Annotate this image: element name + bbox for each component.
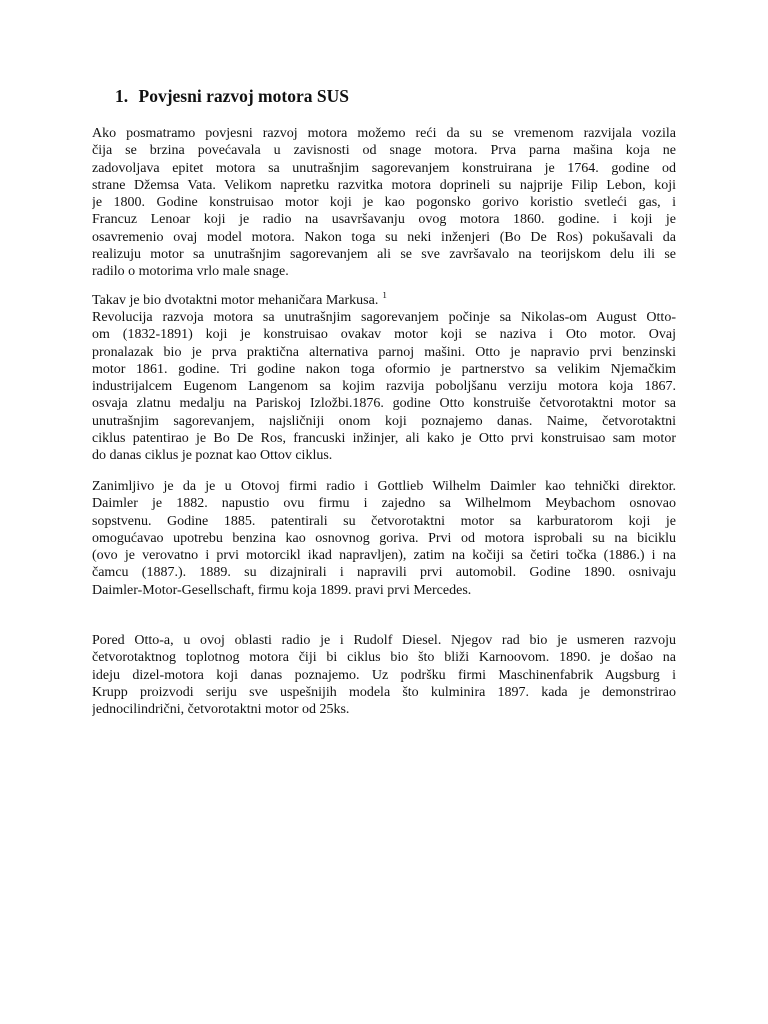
text-line: jednocilindrični, četvorotaktni motor od 25ks. — [92, 702, 350, 718]
text-line: čamcu (1887.). 1889. su dizajnirali i napravili prvi automobil. Godine 1890. osnivaju — [92, 565, 676, 581]
text-line: motor 1861. godine. Tri godine nakon toga oformio je partnerstvo sa velikim Njemačkim — [92, 361, 676, 377]
paragraph-markus-lead — [92, 292, 676, 309]
text-line: om (1832-1891) koji je konstruisao ovakav motor koji se naziva i Oto motor. Ovaj — [92, 327, 676, 343]
text-line: je 1800. Godine konstruisao motor koji je kao pogonsko gorivo koristio svetleći gas, i — [92, 195, 676, 211]
text-line: unutrašnjim sagorevanjem, najsličniji onom koji poznajemo danas. Naime, četvorotaktni — [92, 413, 676, 429]
text-line: do danas ciklus je poznat kao Ottov ciklus. — [92, 448, 333, 464]
text-line: osavremenio ovaj model motora. Nakon toga su neki inženjeri (Bo De Ros) pokušavali da — [92, 229, 676, 245]
text-line — [92, 292, 676, 309]
footnote-marker: 1 — [382, 292, 387, 301]
section-heading — [115, 84, 349, 108]
text-line: realizuju motor sa unutrašnjim sagorevanjem ali se sve završavalo na teorijskom delu ili se — [92, 247, 676, 263]
heading-number: 1. — [115, 86, 129, 106]
text-line: zadovoljava epitet motora sa unutrašnjim sagorevanjem konstruirana je 1764. godine od — [92, 160, 676, 176]
text-line: Zanimljivo je da je u Otovoj firmi radio i Gottlieb Wilhelm Daimler kao tehnički direktor. — [92, 479, 676, 494]
text-line: osvaja zlatnu medalju na Pariskoj Izložbi.1876. godine Otto konstruiše četvorotaktni motor sa — [92, 396, 676, 412]
text-line: radilo o motorima vrlo male snage. — [92, 264, 289, 280]
heading-title: Povjesni razvoj motora SUS — [138, 86, 349, 106]
text-line: Krupp proizvodi seriju sve uspešnijih modela što kulminira 1897. kada je demonstrirao — [92, 684, 676, 700]
text-line: sopstvenu. Godine 1885. patentirali su četvorotaktni motor sa karburatorom koji je — [92, 513, 676, 529]
text-line: (ovo je verovatno i prvi motorcikl ikad napravljen), zatim na kočiji sa četiri točka (1886.) i na — [92, 548, 676, 564]
paragraph-diesel — [92, 632, 676, 718]
text-line: Revolucija razvoja motora sa unutrašnjim sagorevanjem počinje sa Nikolas-om August Otto- — [92, 310, 676, 325]
text-line: industrijalcem Eugenom Langenom sa kojim razvija poboljšanu verziju motora koja 1867. — [92, 379, 676, 395]
text-line: ciklus patentirao je Bo De Ros, francuski inžinjer, ali kako je Otto prvi konstruisao sam motor — [92, 431, 676, 447]
text-line: ideju dizel-motora koji danas poznajemo. Uz podršku firmi Maschinenfabrik Augsburg i — [92, 667, 676, 683]
paragraph-otto — [92, 309, 676, 465]
text-line: omogućavao upotrebu benzina kao osnovnog goriva. Prvi od motora isprobali su na biciklu — [92, 530, 676, 546]
text-line: četvorotaktnog toplotnog motora čiji bi ciklus bio što bliži Karnoovom. 1890. je došao na — [92, 650, 676, 666]
paragraph-daimler — [92, 478, 676, 599]
paragraph-history-intro — [92, 125, 676, 281]
text-line: Daimler je 1882. napustio ovu firmu i zajedno sa Wilhelmom Meybachom osnovao — [92, 496, 676, 512]
text-line: Francuz Lenoar koji je radio na usavršavanju ovog motora 1860. godine. i koji je — [92, 212, 676, 228]
lead-sentence: Takav je bio dvotaktni motor mehaničara Markusa. — [92, 293, 379, 308]
text-line: Pored Otto-a, u ovoj oblasti radio je i Rudolf Diesel. Njegov rad bio je usmeren razvoju — [92, 633, 676, 648]
text-line: čija se brzina povećavala u zavisnosti od snage motora. Prva parna mašina koja ne — [92, 143, 676, 159]
text-line: strane Džemsa Vata. Velikom napretku razvitka motora doprineli su najprije Filip Lebon, koji — [92, 177, 676, 193]
text-line: pronalazak bio je prva praktična alternativa parnoj mašini. Otto je napravio prvi benzinski — [92, 344, 676, 360]
text-line: Daimler-Motor-Gesellschaft, firmu koja 1899. pravi prvi Mercedes. — [92, 582, 472, 598]
text-line: Ako posmatramo povjesni razvoj motora možemo reći da su se vremenom razvijala vozila — [92, 126, 676, 141]
